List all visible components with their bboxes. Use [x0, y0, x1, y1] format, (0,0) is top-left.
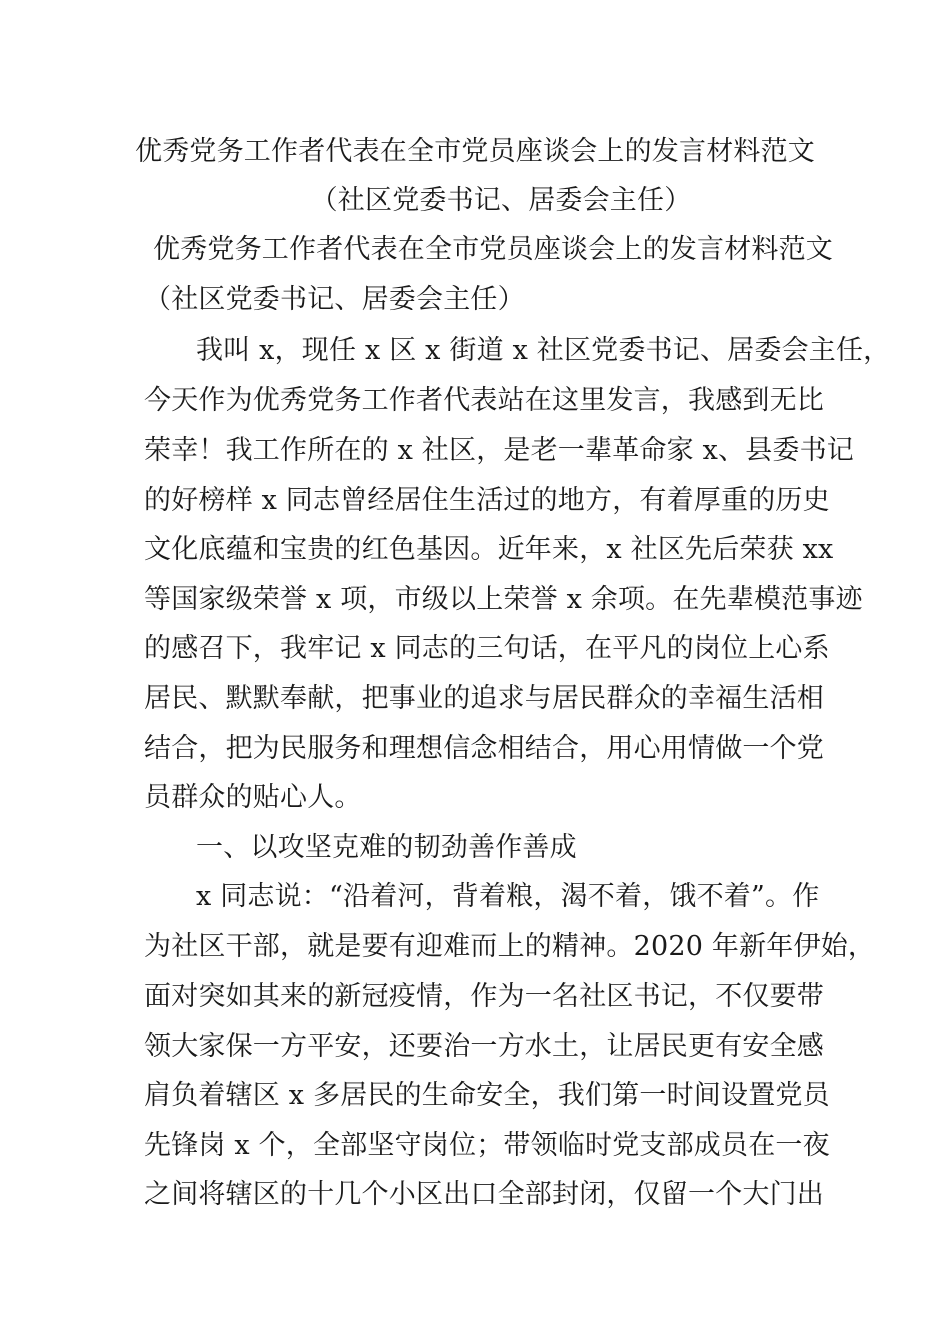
paragraph-line: 先锋岗 x 个，全部坚守岗位；带领临时党支部成员在一夜	[144, 1130, 830, 1161]
paragraph-line: 文化底蕴和宝贵的红色基因。近年来，x 社区先后荣获 xx	[144, 534, 834, 565]
paragraph-line: 之间将辖区的十几个小区出口全部封闭，仅留一个大门出	[144, 1179, 824, 1210]
document-title-repeat: 优秀党务工作者代表在全市党员座谈会上的发言材料范文	[153, 234, 833, 265]
paragraph-line: 结合，把为民服务和理想信念相结合，用心用情做一个党	[144, 733, 824, 764]
section-heading: 一、以攻坚克难的韧劲善作善成	[196, 832, 577, 863]
paragraph-line: 荣幸！我工作所在的 x 社区，是老一辈革命家 x、县委书记	[144, 435, 855, 466]
paragraph-line: 面对突如其来的新冠疫情，作为一名社区书记，不仅要带	[144, 981, 824, 1012]
document-subtitle-repeat: （社区党委书记、居委会主任）	[144, 284, 525, 315]
paragraph-line: x 同志说：“沿着河，背着粮，渴不着，饿不着”。作	[196, 881, 820, 912]
paragraph-line: 为社区干部，就是要有迎难而上的精神。2020 年新年伊始，	[144, 931, 876, 962]
paragraph-line: 的好榜样 x 同志曾经居住生活过的地方，有着厚重的历史	[144, 485, 830, 516]
document-title: 优秀党务工作者代表在全市党员座谈会上的发言材料范文	[135, 136, 815, 167]
paragraph-line: 员群众的贴心人。	[144, 782, 362, 813]
paragraph-line: 我叫 x，现任 x 区 x 街道 x 社区党委书记、居委会主任，	[196, 335, 891, 366]
paragraph-line: 领大家保一方平安，还要治一方水土，让居民更有安全感	[144, 1031, 824, 1062]
paragraph-line: 居民、默默奉献，把事业的追求与居民群众的幸福生活相	[144, 683, 824, 714]
paragraph-line: 等国家级荣誉 x 项，市级以上荣誉 x 余项。在先辈模范事迹	[144, 584, 863, 615]
paragraph-line: 今天作为优秀党务工作者代表站在这里发言，我感到无比	[144, 385, 824, 416]
document-subtitle: （社区党委书记、居委会主任）	[310, 185, 692, 216]
paragraph-line: 肩负着辖区 x 多居民的生命安全，我们第一时间设置党员	[144, 1080, 830, 1111]
paragraph-line: 的感召下，我牢记 x 同志的三句话，在平凡的岗位上心系	[144, 633, 830, 664]
